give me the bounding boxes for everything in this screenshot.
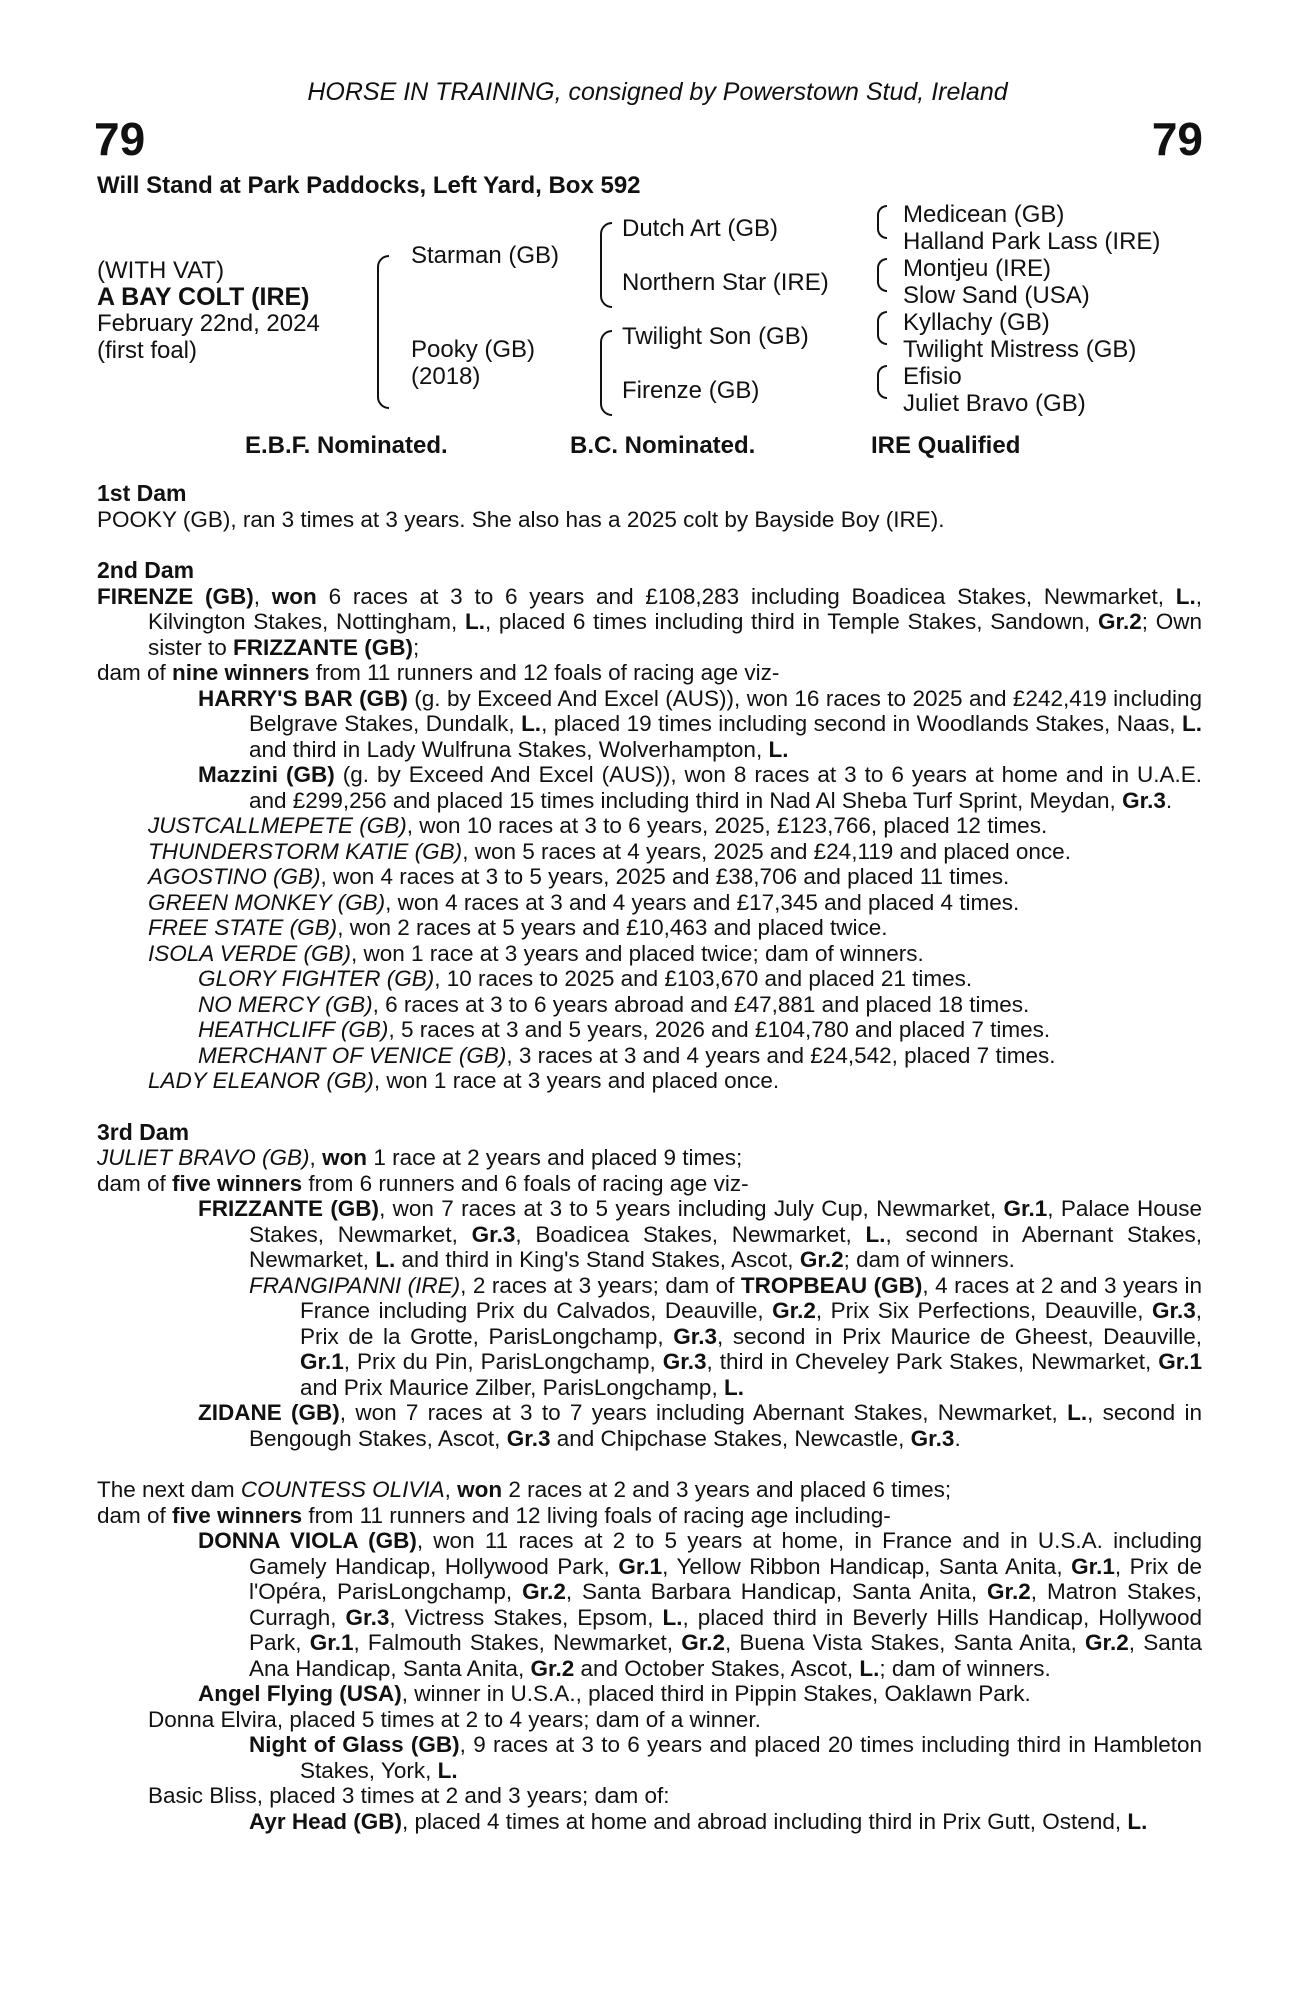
text: , Falmouth Stakes, Newmarket, xyxy=(353,1630,682,1655)
text: , winner in U.S.A., placed third in Pippin Stakes, Oaklawn Park. xyxy=(401,1681,1031,1706)
text: , 4 races at 2 and 3 years in France including Prix du Calvados, Deauville, xyxy=(300,1272,1202,1323)
grade: L. xyxy=(1175,583,1196,609)
grade: Gr.1 xyxy=(1003,1196,1048,1221)
text: , won 2 races at 5 years and £10,463 and placed twice. xyxy=(337,915,888,940)
grade: Gr.2 xyxy=(772,1298,816,1323)
grade: L. xyxy=(1067,1400,1088,1425)
grade: Gr.1 xyxy=(300,1349,344,1374)
horse-name: Mazzini (GB) xyxy=(198,762,335,787)
lot-title: A BAY COLT (IRE) xyxy=(97,283,310,311)
horse-name: AGOSTINO (GB) xyxy=(148,864,321,889)
horse-name: NO MERCY (GB) xyxy=(198,991,373,1017)
sister-name: FRIZZANTE (GB) xyxy=(233,634,413,660)
horse-name: Night of Glass (GB) xyxy=(249,1732,460,1757)
horse-name: JUSTCALLMEPETE (GB) xyxy=(148,813,407,838)
grade: L. xyxy=(865,1221,886,1247)
text: , Yellow Ribbon Handicap, Santa Anita, xyxy=(662,1553,1072,1579)
foaling-date: February 22nd, 2024 xyxy=(97,310,320,337)
pedigree-g1: Medicean (GB) xyxy=(903,201,1065,228)
grade: Gr.3 xyxy=(1122,787,1166,813)
text: dam of xyxy=(97,660,173,685)
won-label: won xyxy=(457,1477,503,1502)
grade: Gr.3 xyxy=(662,1349,707,1374)
second-dam-entry: FIRENZE (GB), won 6 races at 3 to 6 years and £108,283 including Boadicea Stakes, Newmarket, L., Kilvington Stakes, Nottingham, L., placed 6 times including third in Temple Stakes, Sandown, Gr.2; Own sister to FRIZZANTE (GB); xyxy=(97,583,1202,660)
produce-no-mercy xyxy=(97,992,1202,1018)
grade: L. xyxy=(1127,1808,1148,1834)
text: , Matron Stakes, Curragh, xyxy=(249,1579,1202,1630)
pedigree-dam-sire: Twilight Son (GB) xyxy=(622,323,809,350)
grade: L. xyxy=(768,736,789,762)
text: , Kilvington Stakes, Nottingham, xyxy=(148,583,1202,634)
grade: L. xyxy=(859,1655,880,1681)
produce-basic-bliss: Basic Bliss, placed 3 times at 2 and 3 years; dam of: xyxy=(148,1783,670,1808)
pedigree-bracket-main xyxy=(377,255,389,409)
pedigree-g6: Twilight Mistress (GB) xyxy=(903,336,1137,363)
catalogue-body xyxy=(97,481,1202,1834)
grade: Gr.2 xyxy=(987,1579,1031,1604)
grade: L. xyxy=(375,1247,396,1272)
text: , Santa Ana Handicap, Santa Anita, xyxy=(249,1630,1202,1681)
pedigree-sire-sire: Dutch Art (GB) xyxy=(622,215,779,242)
text: , placed 19 times including second in Woodlands Stakes, Naas, xyxy=(541,711,1182,736)
text: , won 10 races at 3 to 6 years, 2025, £123,766, placed 12 times. xyxy=(406,813,1048,838)
grade: Gr.3 xyxy=(673,1323,717,1349)
bc-nominated: B.C. Nominated. xyxy=(570,432,756,459)
text: ; Own sister to xyxy=(148,609,1202,660)
pedigree-dam: Pooky (GB) xyxy=(411,336,536,363)
horse-name: DONNA VIOLA (GB) xyxy=(198,1528,417,1553)
foal-note: (first foal) xyxy=(97,337,198,364)
text: , Santa Barbara Handicap, Santa Anita, xyxy=(565,1579,988,1604)
pedigree-sire: Starman (GB) xyxy=(411,242,560,269)
text: The next dam xyxy=(97,1477,241,1502)
text: , xyxy=(444,1477,458,1502)
produce-heathcliff xyxy=(97,1017,1202,1043)
grade: Gr.1 xyxy=(1158,1349,1202,1374)
grade: Gr.1 xyxy=(618,1553,663,1579)
text: , 2 races at 3 years; dam of xyxy=(460,1272,741,1298)
text: , 3 races at 3 and 4 years and £24,542, placed 7 times. xyxy=(506,1042,1056,1068)
pedigree-bracket-g4 xyxy=(877,365,887,399)
winners-count: five winners xyxy=(172,1502,303,1528)
second-dam-heading: 2nd Dam xyxy=(97,557,195,583)
grade: L. xyxy=(723,1374,744,1400)
produce-lady-eleanor xyxy=(97,1068,1202,1094)
horse-name: GREEN MONKEY (GB) xyxy=(148,889,386,915)
produce-harrys-bar xyxy=(97,686,1202,763)
grade: L. xyxy=(521,711,542,736)
dam-name: FIRENZE (GB) xyxy=(97,583,254,609)
text: dam of xyxy=(97,1502,173,1528)
text: , 10 races to 2025 and £103,670 and placed 21 times. xyxy=(434,966,973,991)
text: from 6 runners and 6 foals of racing age viz- xyxy=(302,1170,749,1196)
ire-qualified: IRE Qualified xyxy=(871,432,1021,459)
text: , Boadicea Stakes, Newmarket, xyxy=(515,1221,866,1247)
grade: Gr.2 xyxy=(681,1630,725,1655)
pedigree-g5: Kyllachy (GB) xyxy=(903,309,1050,336)
text: (g. by Exceed And Excel (AUS)), won 8 races at 3 to 6 years at home and in U.A.E. and £299,256 and placed 15 times including third in Nad Al Sheba Turf Sprint, Meydan, xyxy=(249,762,1202,813)
produce-angel-flying xyxy=(97,1681,1202,1707)
vat-note: (WITH VAT) xyxy=(97,257,225,284)
grade: Gr.3 xyxy=(471,1221,516,1247)
produce-merchant-of-venice xyxy=(97,1043,1202,1069)
grade: Gr.3 xyxy=(345,1604,390,1630)
text: and Chipchase Stakes, Newcastle, xyxy=(550,1425,911,1451)
text: 2 races at 2 and 3 years and placed 6 times; xyxy=(502,1477,952,1502)
pedigree-dam-dam: Firenze (GB) xyxy=(622,377,760,404)
grade: Gr.2 xyxy=(1085,1630,1129,1655)
horse-name: FRIZZANTE (GB) xyxy=(198,1196,380,1221)
ebf-nominated: E.B.F. Nominated. xyxy=(245,432,448,459)
produce-night-of-glass xyxy=(97,1732,1202,1783)
horse-name: ZIDANE (GB) xyxy=(198,1400,340,1425)
text: and third in King's Stand Stakes, Ascot, xyxy=(395,1247,800,1272)
text: and Prix Maurice Zilber, ParisLongchamp, xyxy=(300,1374,724,1400)
second-dam-produce-line xyxy=(97,660,1202,686)
text: , won 1 race at 3 years and placed once. xyxy=(373,1068,780,1093)
text: , won 5 races at 4 years, 2025 and £24,119 and placed once. xyxy=(462,838,1071,864)
grade: Gr.3 xyxy=(910,1425,955,1451)
stand-location: Will Stand at Park Paddocks, Left Yard, Box 592 xyxy=(97,172,641,199)
pedigree-g4: Slow Sand (USA) xyxy=(903,282,1090,309)
catalogue-header: HORSE IN TRAINING, consigned by Powerstown Stud, Ireland xyxy=(307,78,1008,106)
horse-name: HARRY'S BAR (GB) xyxy=(198,685,408,711)
horse-name: THUNDERSTORM KATIE (GB) xyxy=(148,838,463,864)
third-dam-entry xyxy=(97,1145,1202,1171)
grade: Gr.2 xyxy=(522,1579,566,1604)
winners-count: five winners xyxy=(172,1170,303,1196)
text: , second in Prix Maurice de Gheest, Deauville, xyxy=(717,1323,1202,1349)
horse-name: ISOLA VERDE (GB) xyxy=(148,940,351,966)
produce-thunderstorm-katie xyxy=(97,839,1202,865)
third-dam-produce-line xyxy=(97,1171,1202,1197)
text: and October Stakes, Ascot, xyxy=(574,1655,860,1681)
pedigree-bracket-dam xyxy=(600,330,612,416)
pedigree-g7: Efisio xyxy=(903,363,962,390)
pedigree-bracket-g2 xyxy=(877,258,887,292)
text: , placed 4 times at home and abroad including third in Prix Gutt, Ostend, xyxy=(401,1808,1128,1834)
text: , 9 races at 3 to 6 years and placed 20 times including third in Hambleton Stakes, York, xyxy=(300,1732,1202,1783)
pedigree-g2: Halland Park Lass (IRE) xyxy=(903,228,1161,255)
horse-name: MERCHANT OF VENICE (GB) xyxy=(198,1042,507,1068)
produce-agostino xyxy=(97,864,1202,890)
horse-name: LADY ELEANOR (GB) xyxy=(148,1068,374,1093)
horse-name: FRANGIPANNI (IRE) xyxy=(249,1272,461,1298)
produce-ayr-head xyxy=(97,1809,1202,1835)
text: 1 race at 2 years and placed 9 times; xyxy=(367,1145,743,1170)
next-dam-produce-line xyxy=(97,1503,1202,1529)
first-dam-text: POOKY (GB), ran 3 times at 3 years. She also has a 2025 colt by Bayside Boy (IRE). xyxy=(97,506,945,532)
text: , Victress Stakes, Epsom, xyxy=(389,1604,663,1630)
next-dam-entry xyxy=(97,1477,1202,1503)
grade: L. xyxy=(1182,711,1202,736)
pedigree-g8: Juliet Bravo (GB) xyxy=(903,390,1086,417)
text: , xyxy=(309,1145,323,1170)
pedigree-sire-dam: Northern Star (IRE) xyxy=(622,269,829,296)
text: , won 7 races at 3 to 7 years including Abernant Stakes, Newmarket, xyxy=(339,1400,1068,1425)
produce-frangipanni xyxy=(97,1273,1202,1401)
text: , won 4 races at 3 and 4 years and £17,345 and placed 4 times. xyxy=(385,889,1020,915)
won-label: won xyxy=(271,583,317,609)
text: , third in Cheveley Park Stakes, Newmarket, xyxy=(706,1349,1159,1374)
pedigree-g3: Montjeu (IRE) xyxy=(903,255,1052,282)
horse-name: Ayr Head (GB) xyxy=(249,1808,402,1834)
text: dam of xyxy=(97,1170,173,1196)
text: ; dam of winners. xyxy=(843,1247,1015,1272)
text: , placed third in Beverly Hills Handicap, Hollywood Park, xyxy=(249,1604,1202,1655)
pedigree-bracket-sire xyxy=(600,222,612,308)
text: , won 11 races at 2 to 5 years at home, in France and in U.S.A. including Gamely Handicap, Hollywood Park, xyxy=(249,1528,1202,1579)
pedigree-bracket-g1 xyxy=(877,205,887,239)
winners-count: nine winners xyxy=(172,660,310,685)
text: from 11 runners and 12 foals of racing age viz- xyxy=(309,660,780,685)
text: , Prix de l'Opéra, ParisLongchamp, xyxy=(249,1553,1202,1604)
text: ; dam of winners. xyxy=(879,1655,1051,1681)
horse-name: GLORY FIGHTER (GB) xyxy=(198,966,435,991)
dam-name: JULIET BRAVO (GB) xyxy=(97,1145,310,1170)
horse-name: FREE STATE (GB) xyxy=(148,915,338,940)
produce-donna-viola xyxy=(97,1528,1202,1681)
grade: Gr.3 xyxy=(506,1425,551,1451)
text: , second in Bengough Stakes, Ascot, xyxy=(249,1400,1202,1451)
won-label: won xyxy=(322,1145,368,1170)
produce-green-monkey xyxy=(97,890,1202,916)
produce-donna-elvira: Donna Elvira, placed 5 times at 2 to 4 years; dam of a winner. xyxy=(148,1706,761,1732)
dam-name: COUNTESS OLIVIA xyxy=(240,1477,445,1502)
text: and third in Lady Wulfruna Stakes, Wolverhampton, xyxy=(249,736,769,762)
text: , won 7 races at 3 to 5 years including July Cup, Newmarket, xyxy=(379,1196,1004,1221)
grade: Gr.2 xyxy=(1098,609,1142,634)
text: , Prix Six Perfections, Deauville, xyxy=(815,1298,1152,1323)
produce-justcallmepete xyxy=(97,813,1202,839)
grade: Gr.1 xyxy=(1071,1553,1115,1579)
text: , placed 6 times including third in Temple Stakes, Sandown, xyxy=(484,609,1098,634)
grade: L. xyxy=(662,1604,683,1630)
text: , Palace House Stakes, Newmarket, xyxy=(249,1196,1203,1247)
text: from 11 runners and 12 living foals of racing age including- xyxy=(302,1502,891,1528)
grade: L. xyxy=(437,1757,458,1783)
third-dam-heading: 3rd Dam xyxy=(97,1118,190,1145)
grade: L. xyxy=(464,609,485,634)
text: 6 races at 3 to 6 years and £108,283 including Boadicea Stakes, Newmarket, xyxy=(316,583,1176,609)
text: (g. by Exceed And Excel (AUS)), won 16 races to 2025 and £242,419 including Belgrave Stakes, Dundalk, xyxy=(249,685,1202,736)
grade: Gr.2 xyxy=(799,1247,844,1272)
text: ; xyxy=(413,634,420,660)
produce-mazzini: Mazzini (GB) (g. by Exceed And Excel (AUS)), won 8 races at 3 to 6 years at home and in U.A.E. and £299,256 and placed 15 times including third in Nad Al Sheba Turf Sprint, Meydan, Gr.3. xyxy=(198,762,1202,813)
text: , won 4 races at 3 to 5 years, 2025 and £38,706 and placed 11 times. xyxy=(320,864,1010,889)
produce-glory-fighter xyxy=(97,966,1202,992)
text: , Prix de la Grotte, ParisLongchamp, xyxy=(300,1298,1202,1349)
lot-number-right: 79 xyxy=(1151,113,1203,165)
grade: Gr.1 xyxy=(309,1630,354,1655)
produce-frizzante xyxy=(97,1196,1202,1273)
pedigree-dam-year: (2018) xyxy=(411,363,481,390)
grade: Gr.3 xyxy=(1151,1298,1196,1323)
text: , 6 races at 3 to 6 years abroad and £47,881 and placed 18 times. xyxy=(372,991,1030,1017)
horse-name: HEATHCLIFF (GB) xyxy=(198,1017,389,1042)
text: , 5 races at 3 and 5 years, 2026 and £104,780 and placed 7 times. xyxy=(388,1017,1051,1042)
text: , Prix du Pin, ParisLongchamp, xyxy=(343,1349,663,1374)
produce-zidane: ZIDANE (GB), won 7 races at 3 to 7 years including Abernant Stakes, Newmarket, L., second in Bengough Stakes, Ascot, Gr.3 and Chipchase Stakes, Newcastle, Gr.3. xyxy=(198,1400,1202,1451)
text: , second in Abernant Stakes, Newmarket, xyxy=(249,1221,1202,1272)
text: , Buena Vista Stakes, Santa Anita, xyxy=(724,1630,1085,1655)
pedigree-bracket-g3 xyxy=(877,311,887,345)
horse-name: Angel Flying (USA) xyxy=(198,1681,402,1706)
first-dam-heading: 1st Dam xyxy=(97,480,187,506)
produce-free-state xyxy=(97,915,1202,941)
horse-name: TROPBEAU (GB) xyxy=(740,1272,923,1298)
grade: Gr.2 xyxy=(530,1655,575,1681)
produce-isola-verde xyxy=(97,941,1202,967)
lot-number-left: 79 xyxy=(94,113,146,165)
text: , won 1 race at 3 years and placed twice; dam of winners. xyxy=(350,940,924,966)
